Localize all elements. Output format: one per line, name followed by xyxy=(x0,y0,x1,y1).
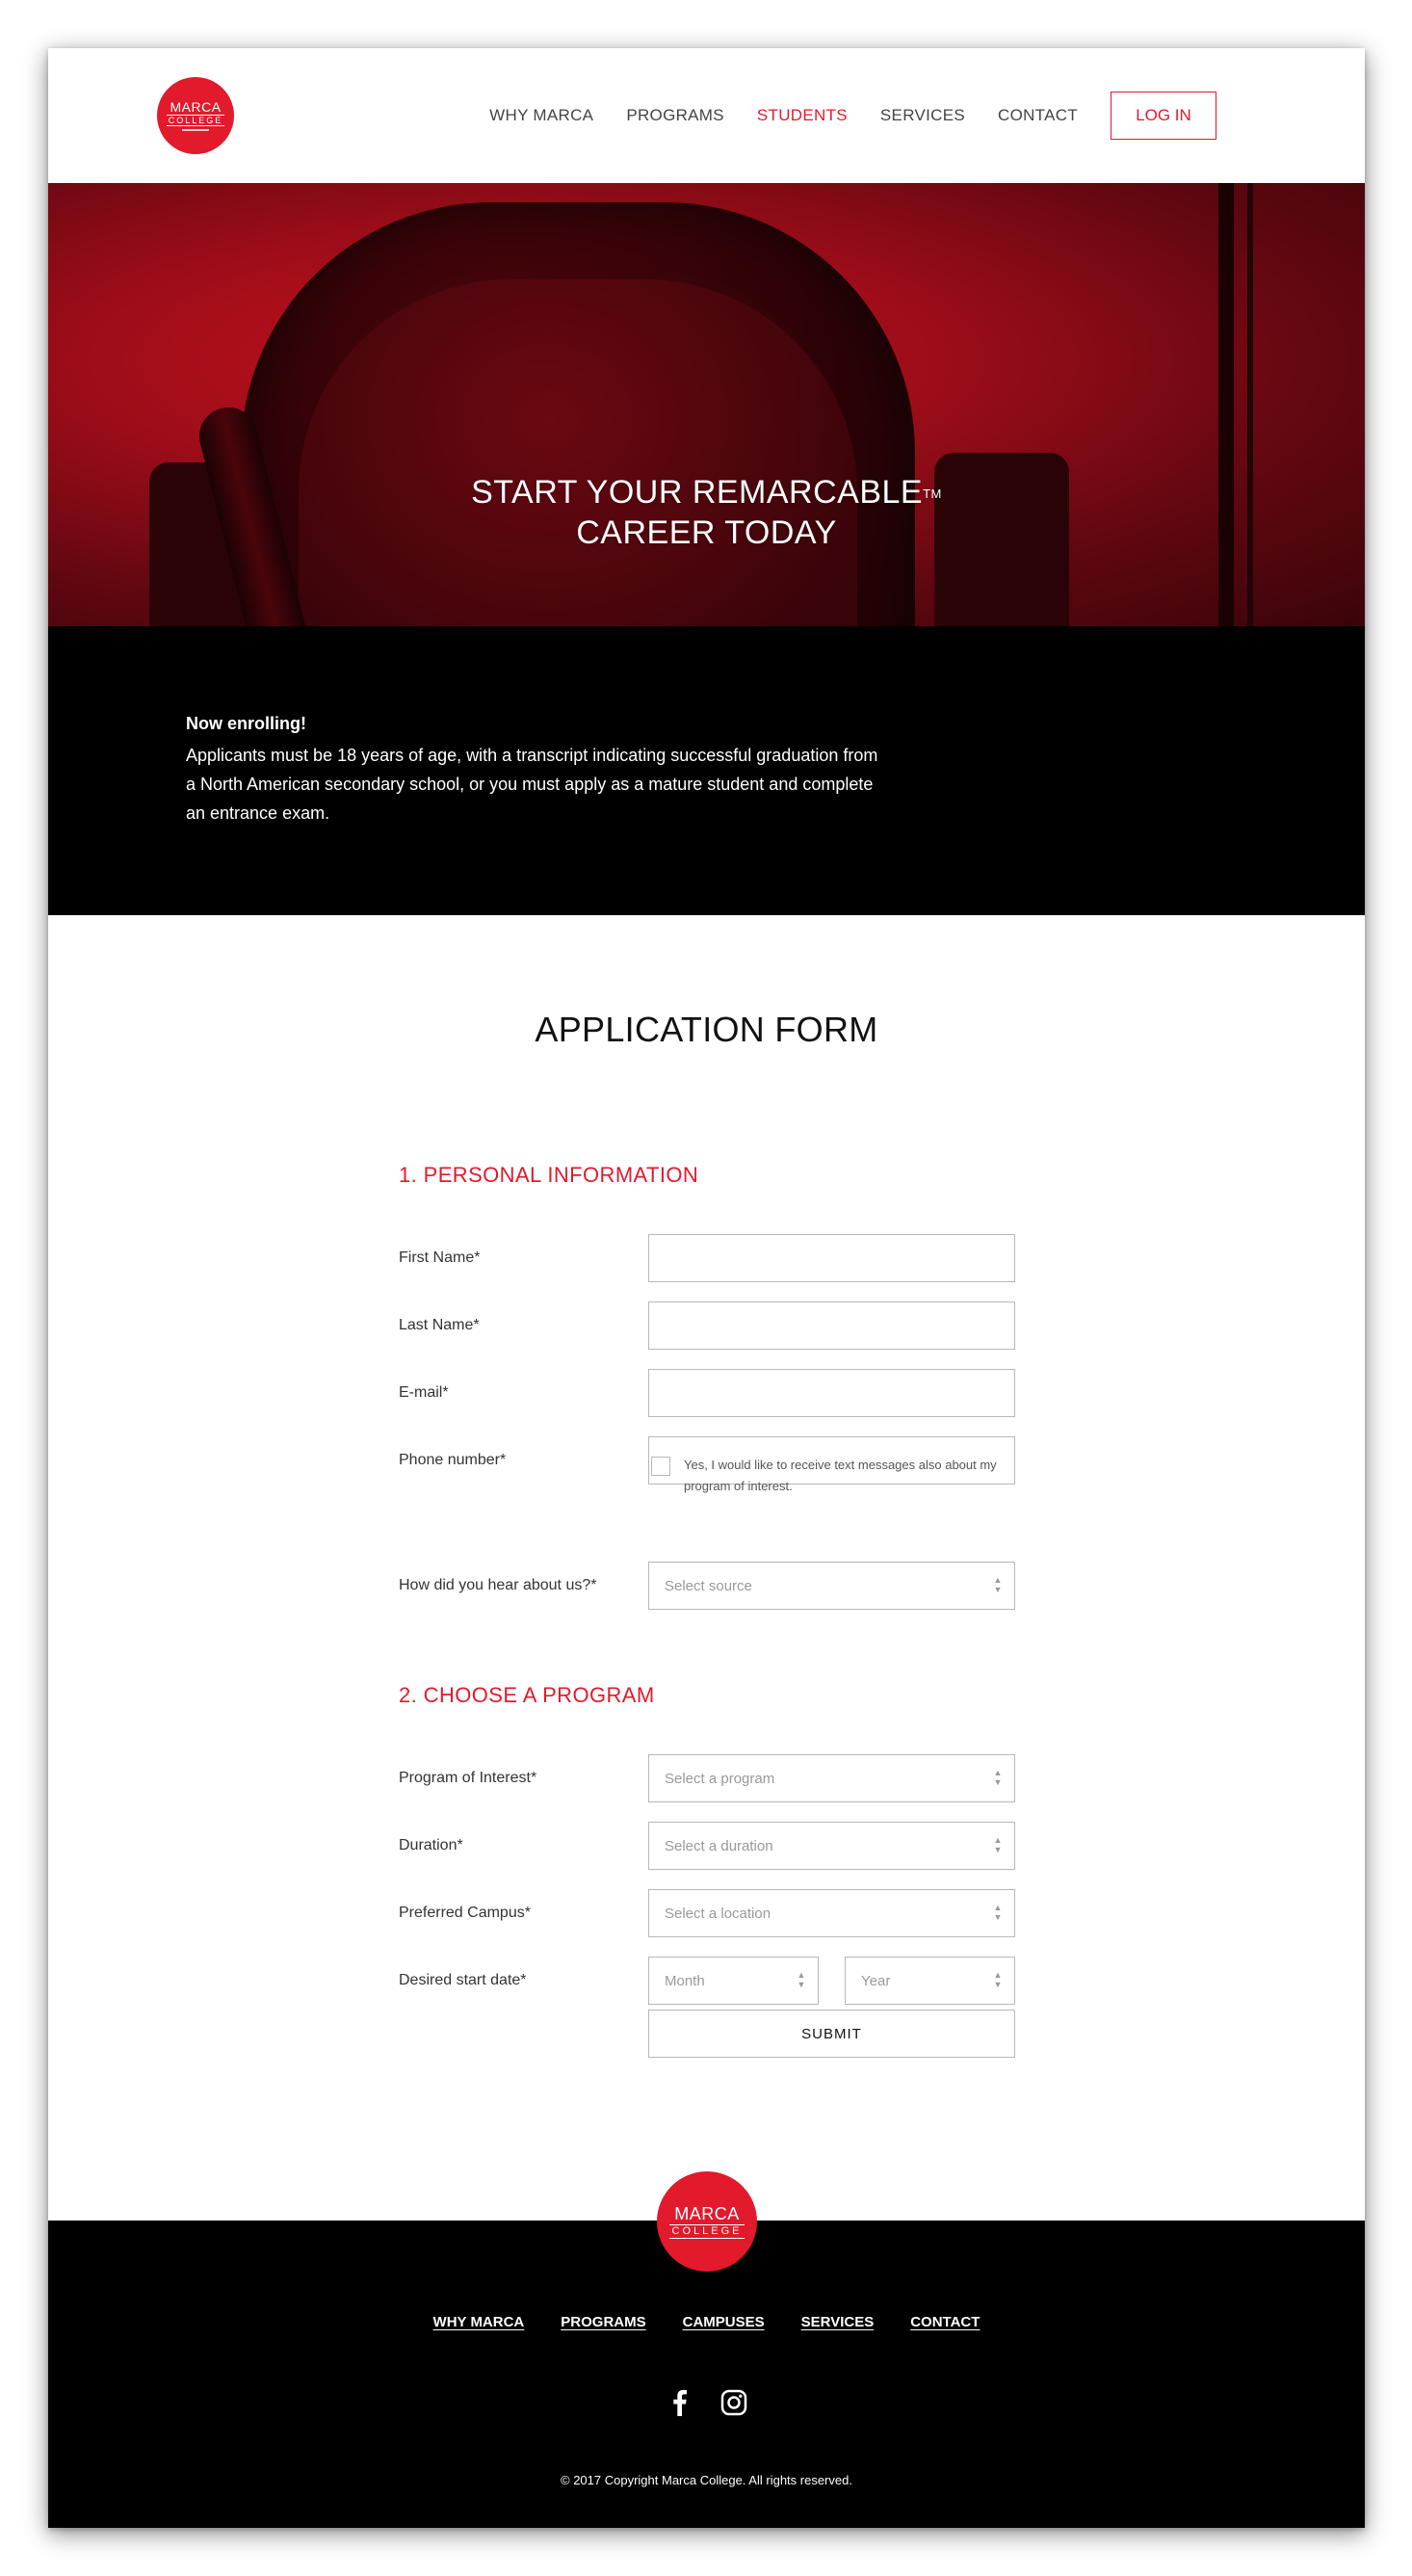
nav-item-why-marca[interactable]: WHY MARCA xyxy=(489,106,594,124)
footer-link-programs[interactable]: PROGRAMS xyxy=(561,2314,646,2330)
hero-title-line2: CAREER TODAY xyxy=(576,514,837,551)
enrollment-banner xyxy=(48,626,1365,915)
duration-select[interactable] xyxy=(648,1822,1015,1870)
sms-consent-label: Yes, I would like to receive text messages also about my program of interest. xyxy=(684,1458,997,1493)
source-label: How did you hear about us?* xyxy=(399,1577,597,1593)
submit-button[interactable]: SUBMIT xyxy=(648,2010,1015,2058)
select-arrows-icon: ▲ ▼ xyxy=(993,1835,1003,1854)
year-select-value: Year xyxy=(861,1972,891,1989)
month-select-value: Month xyxy=(665,1972,705,1989)
start-date-label: Desired start date* xyxy=(399,1972,527,1988)
last-name-input[interactable] xyxy=(648,1301,1015,1350)
email-label: E-mail* xyxy=(399,1384,449,1401)
logo-text-college: COLLEGE xyxy=(168,116,223,125)
program-label: Program of Interest* xyxy=(399,1770,537,1786)
footer-logo-text-marca: MARCA xyxy=(674,2203,740,2223)
footer-link-why-marca[interactable]: WHY MARCA xyxy=(432,2314,525,2330)
footer-nav xyxy=(48,2314,1365,2330)
hero-title xyxy=(48,472,1365,553)
section-choose-program-title: 2. CHOOSE A PROGRAM xyxy=(399,1683,655,1707)
campus-label: Preferred Campus* xyxy=(399,1905,531,1921)
marca-logo[interactable] xyxy=(157,77,234,154)
last-name-label: Last Name* xyxy=(399,1317,480,1333)
duration-select-value: Select a duration xyxy=(665,1837,773,1854)
select-arrows-icon: ▲ ▼ xyxy=(797,1970,806,1989)
first-name-label: First Name* xyxy=(399,1249,481,1266)
source-select-value: Select source xyxy=(665,1577,752,1594)
hero-title-line1: START YOUR REMARCABLE xyxy=(471,474,924,511)
select-arrows-icon: ▲ ▼ xyxy=(993,1903,1003,1922)
logo-text-marca: MARCA xyxy=(170,99,222,115)
site-header xyxy=(48,48,1365,183)
select-arrows-icon: ▲ ▼ xyxy=(993,1768,1003,1787)
facebook-icon[interactable] xyxy=(667,2389,693,2416)
hero-banner xyxy=(48,183,1365,626)
program-select-value: Select a program xyxy=(665,1770,775,1787)
footer-link-campuses[interactable]: CAMPUSES xyxy=(682,2314,765,2330)
select-arrows-icon: ▲ ▼ xyxy=(993,1575,1003,1594)
footer-link-services[interactable]: SERVICES xyxy=(800,2314,875,2330)
nav-item-students[interactable]: STUDENTS xyxy=(756,106,848,124)
campus-select[interactable] xyxy=(648,1889,1015,1937)
instagram-icon[interactable] xyxy=(720,2389,747,2416)
hero-light-stand xyxy=(1218,183,1234,626)
year-select[interactable] xyxy=(845,1957,1015,2005)
trademark-symbol: TM xyxy=(923,486,942,501)
main-nav xyxy=(457,96,1216,135)
nav-item-programs[interactable]: PROGRAMS xyxy=(626,106,724,124)
first-name-input[interactable] xyxy=(648,1234,1015,1282)
footer-link-contact[interactable]: CONTACT xyxy=(910,2314,981,2330)
hero-chair-back xyxy=(299,279,857,626)
hero-cable xyxy=(1247,183,1253,626)
nav-item-contact[interactable]: CONTACT xyxy=(998,106,1078,124)
nav-item-services[interactable]: SERVICES xyxy=(879,106,965,124)
duration-label: Duration* xyxy=(399,1837,463,1853)
month-select[interactable] xyxy=(648,1957,819,2005)
login-button[interactable]: LOG IN xyxy=(1111,92,1216,140)
campus-select-value: Select a location xyxy=(665,1905,771,1922)
copyright-text: © 2017 Copyright Marca College. All rights reserved. xyxy=(561,2473,852,2487)
source-select[interactable] xyxy=(648,1562,1015,1610)
footer-logo-text-college: COLLEGE xyxy=(669,2224,745,2239)
form-title: APPLICATION FORM xyxy=(535,1010,878,1049)
section-personal-info-title: 1. PERSONAL INFORMATION xyxy=(399,1163,699,1187)
enroll-title: Now enrolling! xyxy=(186,714,306,733)
footer-logo[interactable] xyxy=(657,2171,757,2272)
logo-underline xyxy=(182,129,209,131)
phone-label: Phone number* xyxy=(399,1452,507,1468)
page xyxy=(48,48,1365,2528)
sms-consent-checkbox[interactable] xyxy=(651,1457,670,1476)
select-arrows-icon: ▲ ▼ xyxy=(993,1970,1003,1989)
email-input[interactable] xyxy=(648,1369,1015,1417)
social-links xyxy=(48,2389,1365,2416)
program-select[interactable] xyxy=(648,1754,1015,1802)
enroll-text: Applicants must be 18 years of age, with a transcript indicating successful graduation from a North American secondary school, or you must apply as a mature student and complete an entrance exam. xyxy=(186,746,878,823)
